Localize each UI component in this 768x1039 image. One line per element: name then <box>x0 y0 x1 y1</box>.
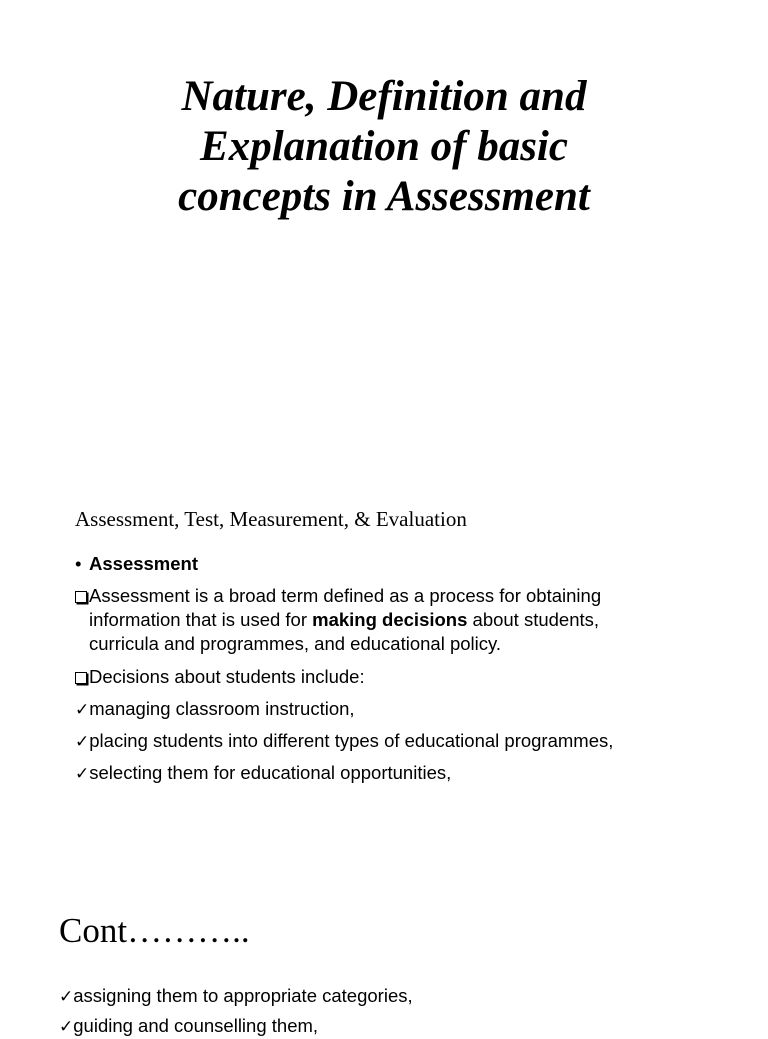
continuation-item <box>59 1014 739 1039</box>
bullet-dot-icon: • <box>75 553 82 574</box>
definition-text-1: Assessment is a broad term defined as a process for obtaining <box>89 585 602 606</box>
bullet-title: Assessment <box>89 553 199 574</box>
hollow-square-bullet-icon <box>75 672 87 684</box>
page-title <box>84 72 684 222</box>
section-heading: Assessment, Test, Measurement, & Evaluation <box>75 507 467 531</box>
continuation-heading: Cont……….. <box>59 911 250 950</box>
definition-line-2 <box>75 608 768 632</box>
title-line-2: Explanation of basic <box>200 123 568 170</box>
check-mark-icon: ✓ <box>75 700 90 719</box>
definition-bold: making decisions <box>312 609 468 630</box>
definition-line-3 <box>75 632 768 656</box>
definition-text-2a: information that is used for <box>89 609 313 630</box>
definition-text-2b: about students, <box>467 609 600 630</box>
continuation-text: assigning them to appropriate categories, <box>73 985 413 1006</box>
check-mark-icon: ✓ <box>75 764 90 783</box>
continuation-text: guiding and counselling them, <box>73 1015 319 1036</box>
check-mark-icon: ✓ <box>59 987 74 1006</box>
decision-text: placing students into different types of educational programmes, <box>89 730 614 751</box>
title-line-1: Nature, Definition and <box>181 73 587 120</box>
hollow-square-bullet-icon <box>75 591 87 603</box>
decisions-intro-text: Decisions about students include: <box>89 666 365 687</box>
decision-item <box>75 697 755 722</box>
title-line-3: concepts in Assessment <box>178 173 590 220</box>
decision-item <box>75 729 755 754</box>
decision-text: selecting them for educational opportunities, <box>89 762 452 783</box>
definition-text-3: curricula and programmes, and educational policy. <box>89 633 502 654</box>
decisions-intro <box>75 665 755 689</box>
check-mark-icon: ✓ <box>59 1017 74 1036</box>
bullet-item-assessment <box>75 552 755 576</box>
decision-text: managing classroom instruction, <box>89 698 355 719</box>
decision-item <box>75 761 755 786</box>
continuation-item <box>59 984 739 1009</box>
check-mark-icon: ✓ <box>75 732 90 751</box>
definition-line-1 <box>75 584 755 608</box>
